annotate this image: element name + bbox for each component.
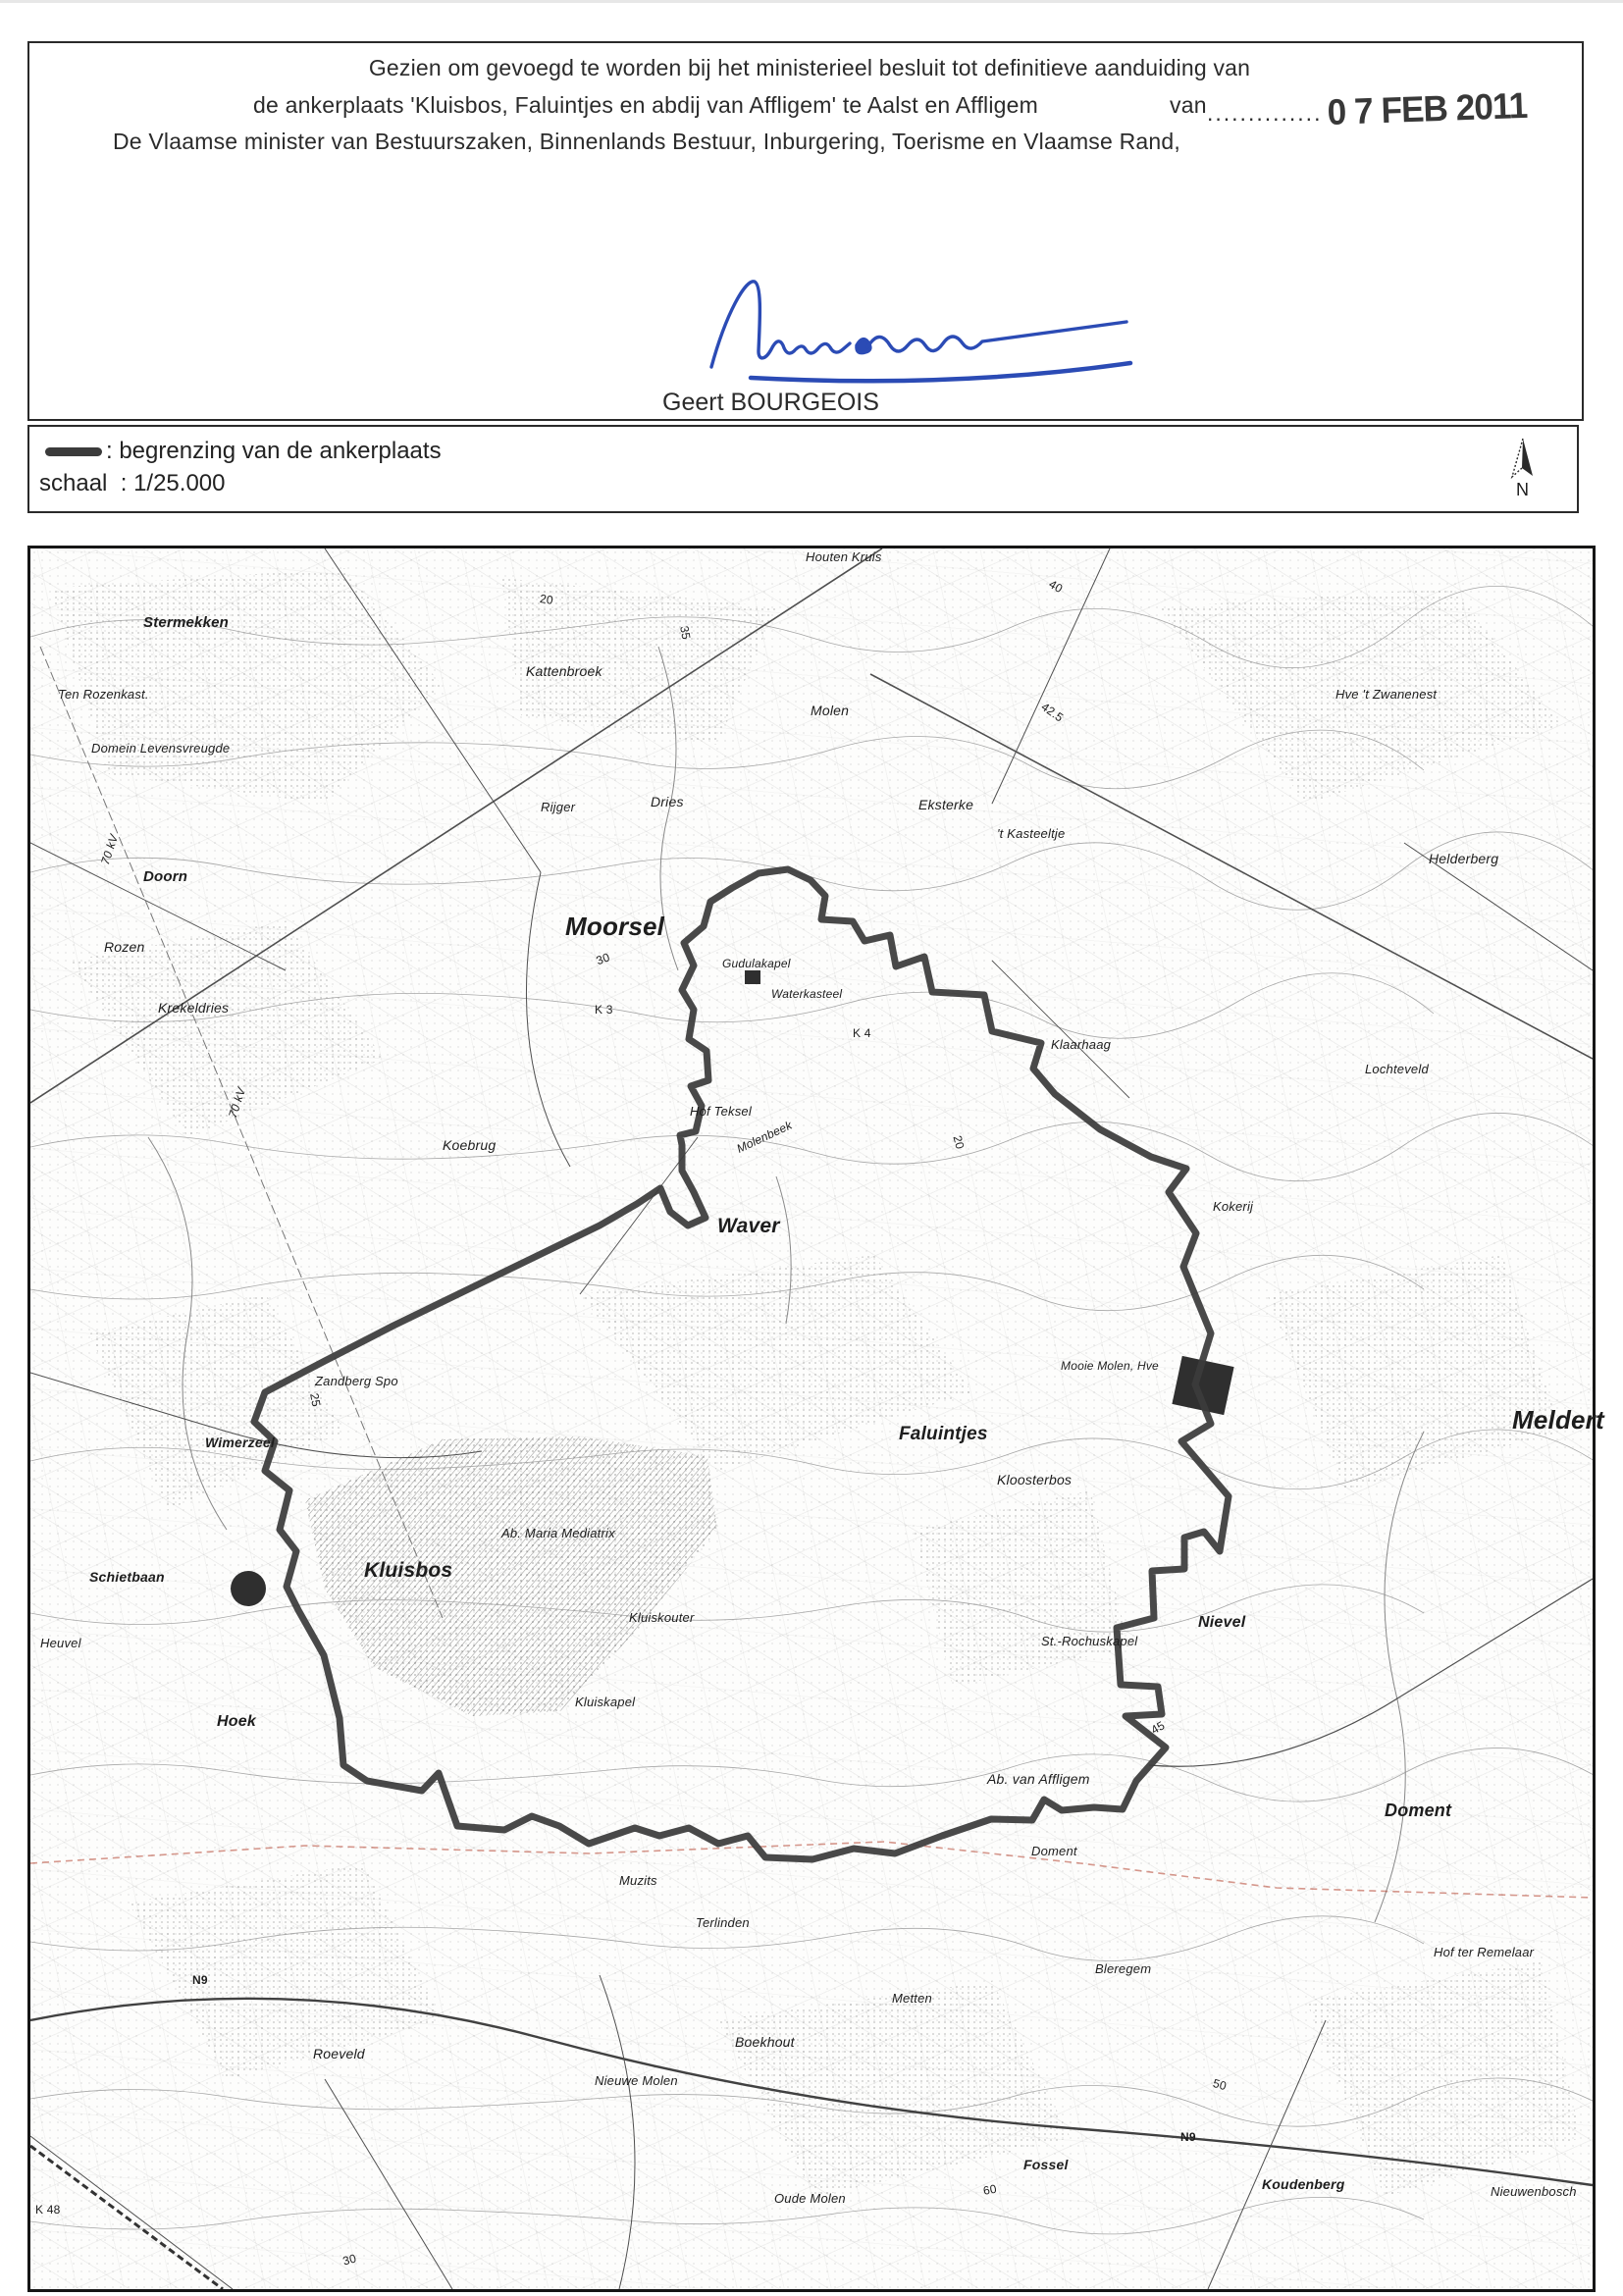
map-label: Krekeldries <box>158 1000 230 1016</box>
map-label: Kloosterbos <box>997 1472 1073 1487</box>
map-label: Kluiskapel <box>575 1695 636 1709</box>
map-label: Doment <box>1385 1800 1452 1820</box>
map-label: 25 <box>307 1391 324 1408</box>
map-label: Boekhout <box>735 2034 795 2050</box>
map-label: Helderberg <box>1429 851 1499 866</box>
map-label: Rozen <box>104 939 145 955</box>
map-label: K 48 <box>35 2203 61 2217</box>
signer-name: Geert BOURGEOIS <box>662 389 879 416</box>
boundary-line-swatch <box>45 447 102 456</box>
legend-boundary-entry <box>45 437 442 466</box>
map-label: Fossel <box>1023 2157 1069 2172</box>
map-label: K 4 <box>853 1026 871 1040</box>
map-label: Nieuwenbosch <box>1491 2184 1577 2199</box>
notice-line-2: de ankerplaats 'Kluisbos, Faluintjes en abdij van Affligem' te Aalst en Affligem <box>253 92 1039 118</box>
map-label: Nieuwe Molen <box>595 2073 678 2088</box>
map-label: Ten Rozenkast. <box>58 687 149 702</box>
date-prefix: van <box>1170 92 1207 118</box>
legend-scale-entry <box>39 470 225 497</box>
map-label: Hof Teksel <box>690 1104 752 1119</box>
map-label: Dries <box>651 794 684 809</box>
scale-label: schaal <box>39 470 108 496</box>
map-label: 42.5 <box>1038 700 1067 725</box>
signature-image <box>657 259 1168 387</box>
map-label: 70 kV <box>98 832 122 867</box>
map-label: Meldert <box>1512 1405 1604 1435</box>
scale-separator: : <box>120 470 128 496</box>
date-dotted-line: .............. <box>1207 100 1323 126</box>
map-label: Wimerzeel <box>205 1435 275 1450</box>
map-label: Hoek <box>217 1713 256 1730</box>
map-label: Koebrug <box>443 1137 497 1153</box>
map-label: 45 <box>1148 1718 1168 1738</box>
map-label: Kluisbos <box>364 1559 453 1582</box>
map-label: Rijger <box>541 800 576 814</box>
map-label: Koudenberg <box>1262 2176 1345 2192</box>
topographic-map <box>27 546 1604 2292</box>
map-label: 20 <box>950 1133 968 1151</box>
map-label: Muzits <box>619 1873 657 1888</box>
map-label: Schietbaan <box>89 1569 165 1585</box>
map-label: Molen <box>811 703 850 718</box>
map-label: Oude Molen <box>774 2191 846 2206</box>
boundary-label: : begrenzing van de ankerplaats <box>106 438 442 464</box>
map-label: Doorn <box>143 868 188 885</box>
north-arrow-icon <box>1504 435 1547 503</box>
scan-artifact <box>0 0 1623 3</box>
map-label: 50 <box>1211 2076 1229 2094</box>
map-label: Domein Levensvreugde <box>91 741 231 756</box>
map-label: Kokerij <box>1213 1199 1254 1214</box>
map-label: Moorsel <box>565 912 665 941</box>
map-labels <box>30 548 1604 2289</box>
map-label: St.-Rochuskapel <box>1041 1634 1138 1648</box>
map-label: Hof ter Remelaar <box>1434 1945 1535 1959</box>
north-label: N <box>1516 480 1529 499</box>
legend-box <box>27 425 1579 513</box>
map-label: Gudulakapel <box>722 957 791 970</box>
map-label: Kattenbroek <box>526 663 602 679</box>
map-label: 20 <box>539 592 554 607</box>
map-label: 30 <box>594 950 612 968</box>
map-label: Hve 't Zwanenest <box>1335 687 1438 702</box>
map-label: Nievel <box>1198 1614 1246 1631</box>
map-label: Lochteveld <box>1365 1062 1429 1076</box>
map-label: N9 <box>192 1973 208 1987</box>
map-label: Faluintjes <box>899 1424 988 1444</box>
map-label: 60 <box>981 2181 998 2198</box>
map-label: Waver <box>717 1215 780 1237</box>
map-label: Doment <box>1031 1844 1077 1858</box>
notice-line-3: De Vlaamse minister van Bestuurszaken, Binnenlands Bestuur, Inburgering, Toerisme en Vlaamse Rand, <box>113 129 1180 154</box>
map-label: Mooie Molen, Hve <box>1061 1359 1159 1373</box>
map-label: Houten Kruis <box>806 549 882 564</box>
map-label: N9 <box>1180 2130 1196 2144</box>
map-label: Heuvel <box>40 1636 81 1650</box>
map-label: Terlinden <box>696 1915 750 1930</box>
scale-value: 1/25.000 <box>133 470 226 496</box>
map-label: Eksterke <box>918 797 974 812</box>
map-label: Stermekken <box>143 614 230 631</box>
map-label: 30 <box>340 2251 358 2269</box>
map-label: Kluiskouter <box>629 1610 695 1625</box>
map-label: 70 kV <box>226 1085 249 1121</box>
map-label: Roeveld <box>313 2046 365 2061</box>
map-label: Bleregem <box>1095 1961 1152 1976</box>
map-label: Molenbeek <box>734 1118 795 1156</box>
map-label: Ab. van Affligem <box>987 1771 1090 1787</box>
map-label: Zandberg Spo <box>315 1374 398 1388</box>
map-label: Ab. Maria Mediatrix <box>501 1526 615 1540</box>
notice-line-1: Gezien om gevoegd te worden bij het ministerieel besluit tot definitieve aanduiding van <box>368 55 1251 80</box>
map-label: Klaarhaag <box>1051 1037 1112 1052</box>
map-label: 35 <box>677 624 694 641</box>
map-label: 't Kasteeltje <box>997 826 1066 841</box>
ministerial-notice-box <box>27 41 1584 421</box>
map-label: 40 <box>1046 577 1066 597</box>
map-label: Waterkasteel <box>771 987 843 1001</box>
map-label: Metten <box>892 1991 932 2006</box>
map-label: K 3 <box>595 1003 613 1017</box>
date-stamp: 0 7 FEB 2011 <box>1327 84 1528 132</box>
